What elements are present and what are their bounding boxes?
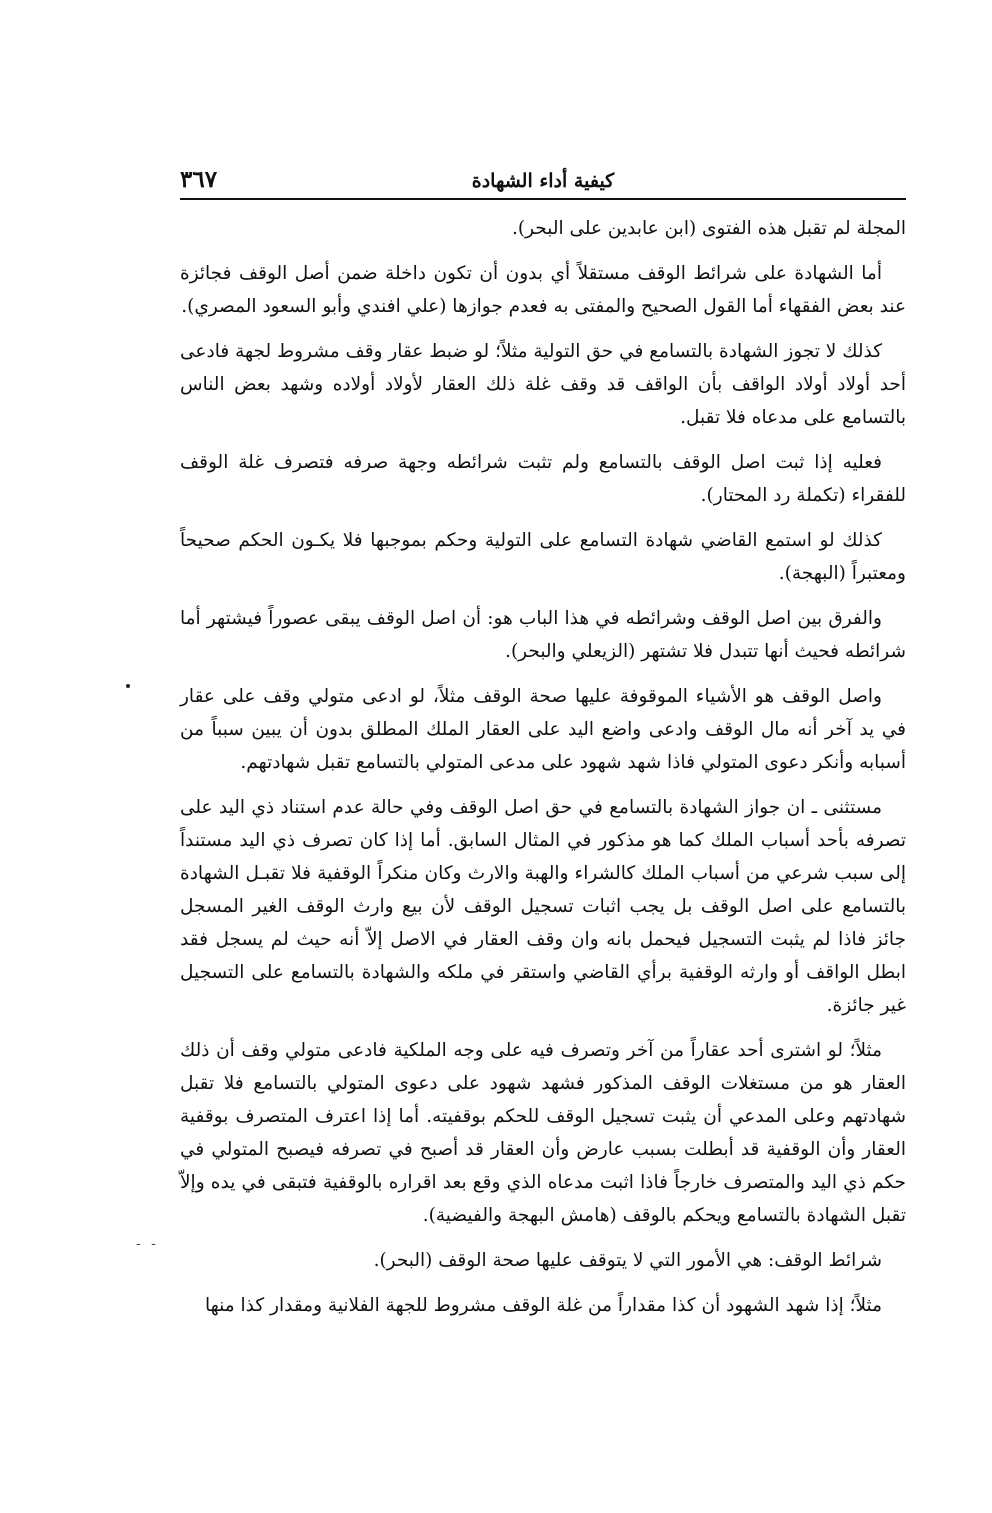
scan-speck (126, 684, 130, 688)
paragraph: واصل الوقف هو الأشياء الموقوفة عليها صحة الوقف مثلاً، لو ادعى متولي وقف على عقار في يد آخر أنه مال الوقف وادعى واضع اليد على العقار الملك المطلق بدون أن يبين سبباً من أسبابه وأنكر دعوى المتولي فاذا شهد شهود على مدعى المتولي بالتسامع تقبل شهادتهم. (180, 686, 906, 773)
paragraph: كذلك لو استمع القاضي شهادة التسامع على التولية وحكم بموجبها فلا يكـون الحكم صحيحاً ومعتبراً (البهجة). (180, 530, 906, 584)
paragraph: كذلك لا تجوز الشهادة بالتسامع في حق التولية مثلاً؛ لو ضبط عقار وقف مشروط لجهة فادعى أحد أولاد أولاد الواقف بأن الواقف قد وقف غلة ذلك العقار لأولاد أولاده وشهد بعض الناس بالتسامع على مدعاه فلا تقبل. (180, 341, 906, 428)
paragraph: فعليه إذا ثبت اصل الوقف بالتسامع ولم تثبت شرائطه وجهة صرفه فتصرف غلة الوقف للفقراء (تكملة رد المحتار). (180, 452, 906, 506)
paragraph: أما الشهادة على شرائط الوقف مستقلاً أي بدون أن تكون داخلة ضمن أصل الوقف فجائزة عند بعض الفقهاء أما القول الصحيح والمفتى به فعدم جوازها (علي افندي وأبو السعود المصري). (180, 263, 906, 317)
paragraph: والفرق بين اصل الوقف وشرائطه في هذا الباب هو: أن اصل الوقف يبقى عصوراً فيشتهر أما شرائطه فحيث أنها تتبدل فلا تشتهر (الزيعلي والبحر). (180, 608, 906, 662)
running-header (180, 164, 906, 200)
paragraph: شرائط الوقف: هي الأمور التي لا يتوقف عليها صحة الوقف (البحر). (373, 1250, 882, 1271)
page-number: ٣٦٧ (180, 166, 218, 193)
paragraph: مثلاً؛ لو اشترى أحد عقاراً من آخر وتصرف فيه على وجه الملكية فادعى متولي وقف أن ذلك العقار هو من مستغلات الوقف المذكور فشهد شهود على دعوى المتولي بالتسامع فلا تقبل شهادتهم وعلى المدعي أن يثبت تسجيل الوقف للحكم بوقفيته. أما إذا اعترف المتصرف بوقفية العقار وأن الوقفية قد أبطلت بسبب عارض وأن العقار قد أصبح في تصرفه فيصبح المتولي في حكم ذي اليد والمتصرف خارجاً فاذا اثبت مدعاه الذي وقع بعد اقراره بالوقفية فتبقى في يده وإلاّ تقبل الشهادة بالتسامع ويحكم بالوقف (هامش البهجة والفيضية). (180, 1040, 906, 1226)
chapter-title: كيفية أداء الشهادة (471, 170, 615, 192)
paragraph: مستثنى ـ ان جواز الشهادة بالتسامع في حق اصل الوقف وفي حالة عدم استناد ذي اليد على تصرفه بأحد أسباب الملك كما هو مذكور في المثال السابق. أما إذا كان تصرف ذي اليد مستنداً إلى سبب شرعي من أسباب الملك كالشراء والهبة والارث وكان منكراً الوقفية فلا تقبـل الشهادة بالتسامع على اصل الوقف بل يجب اثبات تسجيل الوقف لأن بيع وارث الوقف الغير المسجل جائز فاذا لم يثبت التسجيل فيحمل بانه وان وقف العقار في الاصل إلاّ أنه حيث لم يسجل فقد ابطل الواقف أو وارثه الوقفية برأي القاضي واستقر في ملكه والشهادة بالتسامع على التسجيل غير جائزة. (180, 797, 906, 1016)
scan-mark: - - (136, 1236, 159, 1252)
paragraph: المجلة لم تقبل هذه الفتوى (ابن عابدين على البحر). (511, 218, 906, 239)
paragraph: مثلاً؛ إذا شهد الشهود أن كذا مقداراً من غلة الوقف مشروط للجهة الفلانية ومقدار كذا منها (204, 1295, 882, 1316)
body-text (180, 212, 906, 1322)
book-page (180, 164, 906, 1334)
